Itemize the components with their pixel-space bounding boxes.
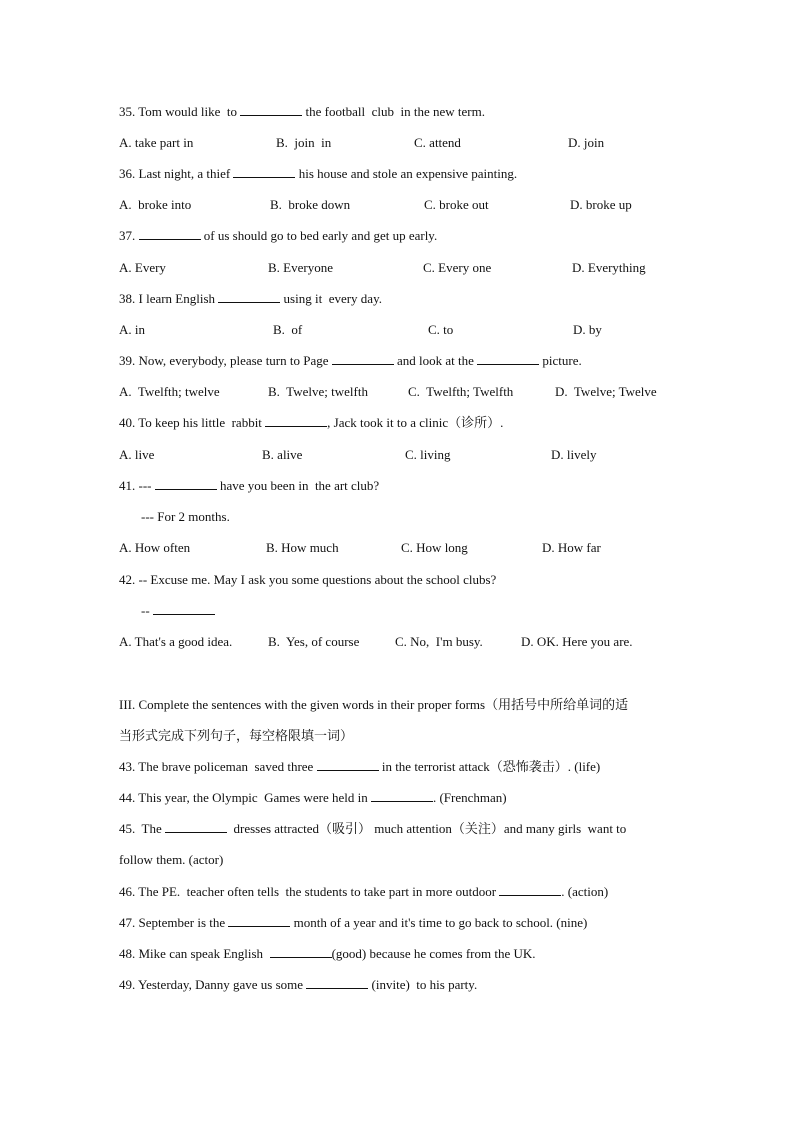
fill-item-45: 45. The dresses attracted（吸引） much attention（关注）and many girls want to	[119, 821, 627, 836]
option-d[interactable]: D. Everything	[572, 260, 646, 275]
option-a[interactable]: A. live	[119, 447, 155, 462]
section-heading-continued: 当形式完成下列句子，每空格限填一词）	[119, 728, 354, 743]
question-42: 42. -- Excuse me. May I ask you some questions about the school clubs?	[119, 572, 497, 587]
option-b[interactable]: B. alive	[262, 447, 303, 462]
option-c[interactable]: C. to	[428, 322, 454, 337]
fill-item-44: 44. This year, the Olympic Games were held in . (Frenchman)	[119, 790, 507, 805]
question-35: 35. Tom would like to the football club in the new term.	[119, 104, 485, 119]
option-d[interactable]: D. How far	[542, 540, 601, 555]
dialogue-reply: --	[141, 602, 215, 620]
fill-item-45-continued: follow them. (actor)	[119, 852, 224, 867]
option-d[interactable]: D. Twelve; Twelve	[555, 384, 657, 399]
option-a[interactable]: A. How often	[119, 540, 191, 555]
answer-blank[interactable]	[317, 758, 379, 771]
answer-blank[interactable]	[228, 914, 290, 927]
option-d[interactable]: D. by	[573, 322, 602, 337]
answer-blank[interactable]	[139, 227, 201, 240]
section-heading: III. Complete the sentences with the given words in their proper forms（用括号中所给单词的适	[119, 697, 629, 712]
question-41: 41. --- have you been in the art club?	[119, 478, 380, 493]
question-39: 39. Now, everybody, please turn to Page and look at the picture.	[119, 353, 582, 368]
question-38: 38. I learn English using it every day.	[119, 291, 382, 306]
option-a[interactable]: A. in	[119, 322, 145, 337]
option-c[interactable]: C. attend	[414, 135, 461, 150]
option-c[interactable]: C. Every one	[423, 260, 492, 275]
fill-item-48: 48. Mike can speak English (good) because he comes from the UK.	[119, 946, 536, 961]
option-a[interactable]: A. Twelfth; twelve	[119, 384, 220, 399]
answer-blank[interactable]	[233, 165, 295, 178]
fill-item-47: 47. September is the month of a year and it's time to go back to school. (nine)	[119, 915, 588, 930]
answer-blank[interactable]	[240, 103, 302, 116]
answer-blank[interactable]	[270, 945, 332, 958]
option-a[interactable]: A. Every	[119, 260, 166, 275]
question-37: 37. of us should go to bed early and get up early.	[119, 228, 438, 243]
answer-blank[interactable]	[153, 602, 215, 615]
option-b[interactable]: B. Twelve; twelfth	[268, 384, 368, 399]
option-d[interactable]: D. OK. Here you are.	[521, 634, 633, 649]
answer-blank[interactable]	[332, 352, 394, 365]
option-b[interactable]: B. join in	[276, 135, 332, 150]
option-a[interactable]: A. broke into	[119, 197, 192, 212]
answer-blank[interactable]	[477, 352, 539, 365]
option-b[interactable]: B. broke down	[270, 197, 351, 212]
answer-blank[interactable]	[499, 883, 561, 896]
option-b[interactable]: B. How much	[266, 540, 339, 555]
option-d[interactable]: D. lively	[551, 447, 597, 462]
answer-blank[interactable]	[371, 789, 433, 802]
option-c[interactable]: C. living	[405, 447, 451, 462]
fill-item-43: 43. The brave policeman saved three in the terrorist attack（恐怖袭击）. (life)	[119, 759, 601, 774]
option-c[interactable]: C. No, I'm busy.	[395, 634, 483, 649]
option-a[interactable]: A. That's a good idea.	[119, 634, 233, 649]
question-40: 40. To keep his little rabbit , Jack took it to a clinic（诊所）.	[119, 415, 504, 430]
option-b[interactable]: B. Yes, of course	[268, 634, 360, 649]
question-36: 36. Last night, a thief his house and stole an expensive painting.	[119, 166, 518, 181]
answer-blank[interactable]	[265, 414, 327, 427]
dialogue-reply: --- For 2 months.	[141, 509, 230, 524]
option-b[interactable]: B. Everyone	[268, 260, 333, 275]
answer-blank[interactable]	[165, 820, 227, 833]
option-d[interactable]: D. broke up	[570, 197, 632, 212]
fill-item-49: 49. Yesterday, Danny gave us some (invite) to his party.	[119, 977, 478, 992]
fill-item-46: 46. The PE. teacher often tells the students to take part in more outdoor . (action)	[119, 884, 609, 899]
answer-blank[interactable]	[155, 477, 217, 490]
option-c[interactable]: C. Twelfth; Twelfth	[408, 384, 514, 399]
option-c[interactable]: C. How long	[401, 540, 468, 555]
answer-blank[interactable]	[306, 976, 368, 989]
option-c[interactable]: C. broke out	[424, 197, 489, 212]
option-b[interactable]: B. of	[273, 322, 303, 337]
option-a[interactable]: A. take part in	[119, 135, 194, 150]
answer-blank[interactable]	[218, 290, 280, 303]
option-d[interactable]: D. join	[568, 135, 605, 150]
